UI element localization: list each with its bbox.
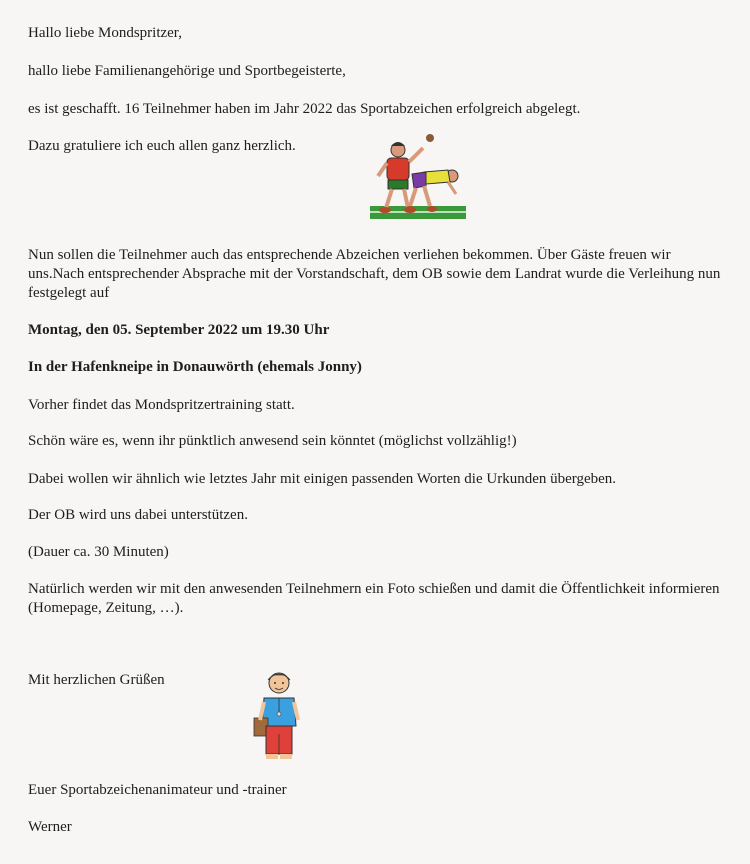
greeting-line-1: Hallo liebe Mondspritzer,	[28, 25, 182, 41]
trainer-clipart-image	[250, 668, 308, 763]
duration-paragraph: (Dauer ca. 30 Minuten)	[28, 544, 169, 560]
event-date: Montag, den 05. September 2022 um 19.30 Uhr	[28, 322, 330, 338]
ob-support-paragraph: Der OB wird uns dabei unterstützen.	[28, 507, 248, 523]
congrats-paragraph: Dazu gratuliere ich euch allen ganz herzlich.	[28, 138, 296, 154]
signature-title: Euer Sportabzeichenanimateur und -trainer	[28, 782, 287, 798]
announcement-paragraph: Nun sollen die Teilnehmer auch das entsprechende Abzeichen verliehen bekommen. Über Gäste freuen wir uns.Nach entsprechender Absprache mit der Vorstandschaft, dem OB sowie dem Landrat wurde die Verleihung nun festgelegt auf	[28, 247, 721, 301]
certificates-paragraph: Dabei wollen wir ähnlich wie letztes Jahr mit einigen passenden Worten die Urkunden übergeben.	[28, 471, 617, 487]
event-location: In der Hafenkneipe in Donauwörth (ehemals Jonny)	[28, 359, 362, 375]
greeting-line-2: hallo liebe Familienangehörige und Sportbegeisterte,	[28, 63, 346, 79]
photo-paragraph: Natürlich werden wir mit den anwesenden Teilnehmern ein Foto schießen und damit die Öffentlichkeit informieren (Homepage, Zeitung, …).	[28, 581, 720, 616]
closing-line: Mit herzlichen Grüßen	[28, 672, 165, 688]
intro-paragraph: es ist geschafft. 16 Teilnehmer haben im Jahr 2022 das Sportabzeichen erfolgreich abgelegt.	[28, 101, 581, 117]
training-paragraph: Vorher findet das Mondspritzertraining statt.	[28, 397, 295, 413]
athletes-clipart-image	[368, 128, 468, 223]
signature-name: Werner	[28, 819, 72, 835]
punctual-paragraph: Schön wäre es, wenn ihr pünktlich anwesend sein könntet (möglichst vollzählig!)	[28, 433, 517, 449]
